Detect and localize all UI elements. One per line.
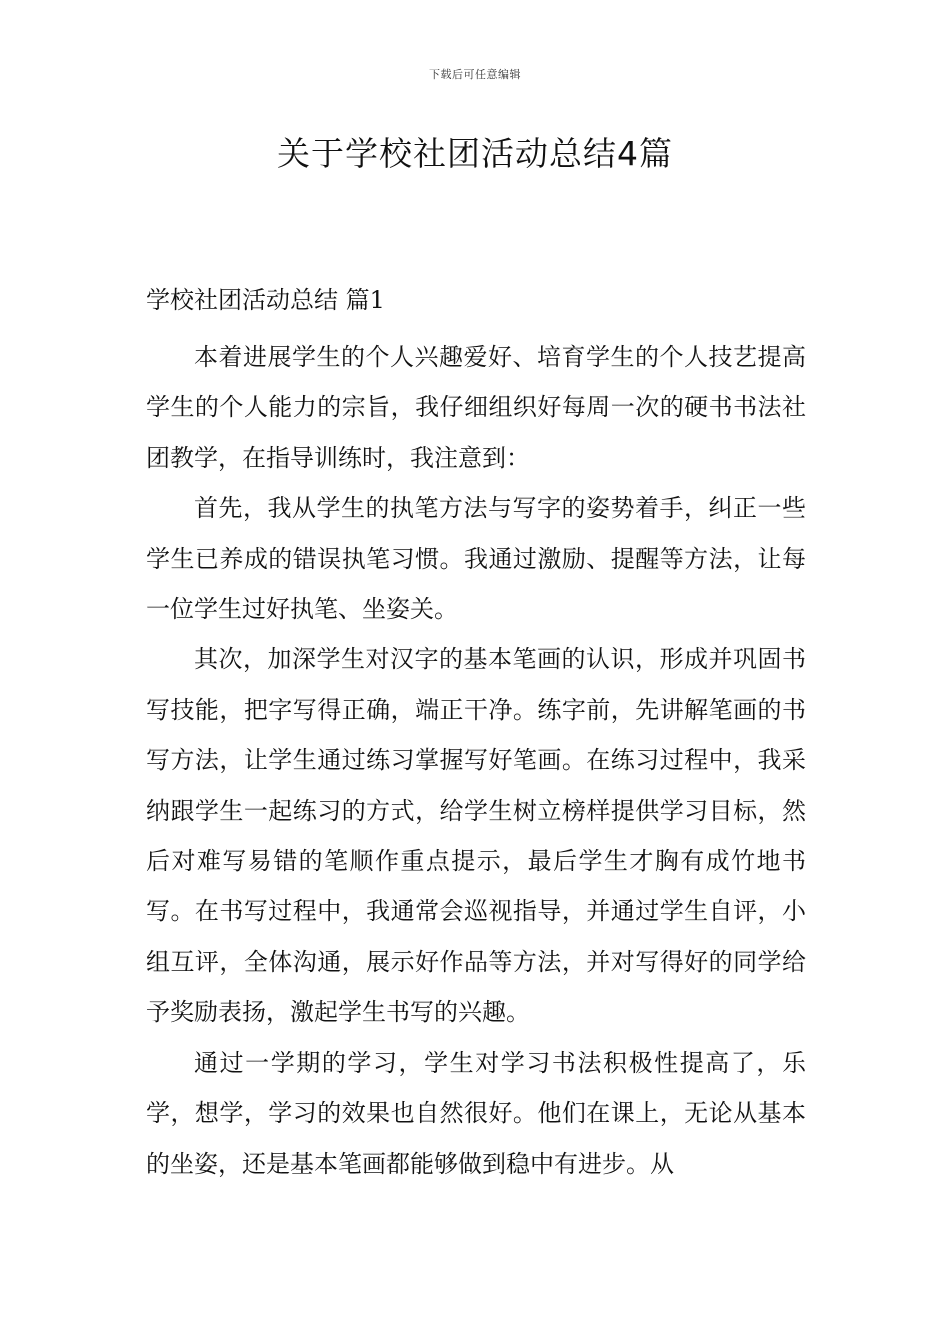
document-body [146,282,806,1189]
paragraph-1: 本着进展学生的个人兴趣爱好、培育学生的个人技艺提高学生的个人能力的宗旨，我仔细组织好每周一次的硬书书法社团教学，在指导训练时，我注意到： [146,343,806,472]
paragraph-3: 其次，加深学生对汉字的基本笔画的认识，形成并巩固书写技能，把字写得正确，端正干净。练字前，先讲解笔画的书写方法，让学生通过练习掌握写好笔画。在练习过程中，我采纳跟学生一起练习的方式，给学生树立榜样提供学习目标，然后对难写易错的笔顺作重点提示，最后学生才胸有成竹地书写。在书写过程中，我通常会巡视指导，并通过学生自评，小组互评，全体沟通，展示好作品等方法，并对写得好的同学给予奖励表扬，激起学生书写的兴趣。 [146,645,806,1027]
section-heading: 学校社团活动总结 篇1 [146,286,385,314]
paragraph-4: 通过一学期的学习，学生对学习书法积极性提高了，乐学，想学，学习的效果也自然很好。他们在课上，无论从基本的坐姿，还是基本笔画都能够做到稳中有进步。从 [146,1048,806,1178]
document-title: 关于学校社团活动总结4篇 [277,134,673,173]
header-note: 下载后可任意编辑 [429,68,521,81]
paragraph-2: 首先，我从学生的执笔方法与写字的姿势着手，纠正一些学生已养成的错误执笔习惯。我通过激励、提醒等方法，让每一位学生过好执笔、坐姿关。 [146,494,806,624]
